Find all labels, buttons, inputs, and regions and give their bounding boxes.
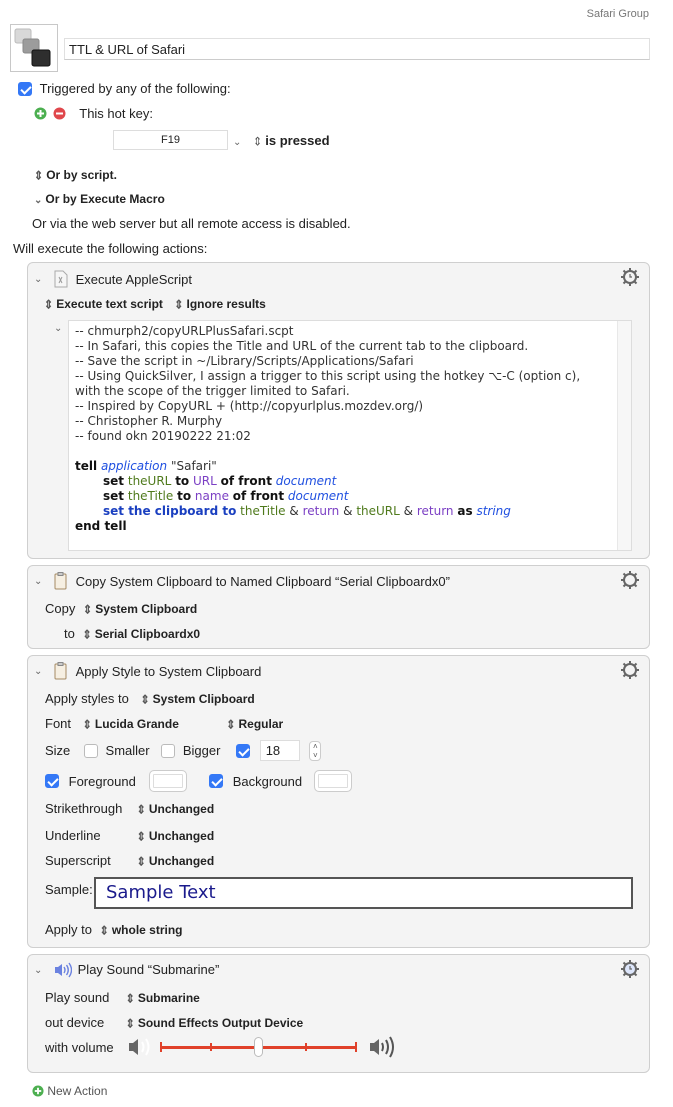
foreground-color-well[interactable] xyxy=(149,770,187,792)
hotkey-condition[interactable]: ⌄ ⇕ is pressed xyxy=(233,133,330,149)
chevron-down-icon[interactable]: ⌄ xyxy=(34,274,43,286)
size-checkbox[interactable] xyxy=(236,744,250,758)
action-title: Execute AppleScript xyxy=(75,271,192,287)
volume-slider[interactable] xyxy=(160,1039,357,1055)
add-icon xyxy=(32,1085,44,1097)
gear-icon[interactable] xyxy=(621,960,639,978)
underline-select[interactable]: ⇕ Unchanged xyxy=(136,829,215,844)
underline-row: Underline ⇕ Unchanged xyxy=(45,828,215,844)
sample-label: Sample: xyxy=(45,882,93,897)
action-play-sound xyxy=(27,954,650,1073)
volume-slider-thumb[interactable] xyxy=(254,1037,263,1057)
updown-icon: ⇕ xyxy=(44,298,54,312)
chevron-down-icon[interactable]: ⌄ xyxy=(34,576,43,588)
execute-mode-row xyxy=(44,297,266,311)
size-stepper[interactable]: ˄ ˅ xyxy=(309,741,321,761)
action-header[interactable] xyxy=(34,662,261,680)
updown-icon: ⇕ xyxy=(125,992,135,1006)
font-family-select[interactable]: ⇕ Lucida Grande xyxy=(82,717,179,732)
volume-label: with volume xyxy=(45,1040,114,1055)
copy-source-select[interactable]: ⇕ System Clipboard xyxy=(82,602,198,617)
clipboard-icon xyxy=(54,662,68,680)
hotkey-field[interactable] xyxy=(113,130,228,150)
hotkey-label: This hot key: xyxy=(79,106,153,122)
volume-high-icon xyxy=(369,1035,401,1059)
copy-source-row: Copy ⇕ System Clipboard xyxy=(45,601,198,617)
bigger-checkbox[interactable] xyxy=(161,744,175,758)
foreground-checkbox[interactable] xyxy=(45,774,59,788)
group-name: Safari Group xyxy=(586,8,649,20)
action-title: Apply Style to System Clipboard xyxy=(75,663,262,679)
action-execute-applescript xyxy=(27,262,650,559)
apply-to-select[interactable]: ⇕ whole string xyxy=(99,923,183,938)
updown-icon: ⇕ xyxy=(99,924,109,938)
color-row: Foreground Background xyxy=(45,770,352,792)
action-title: Play Sound “Submarine” xyxy=(77,962,220,978)
action-header[interactable] xyxy=(34,270,192,288)
execute-mode-select[interactable]: ⇕ Execute text script xyxy=(44,297,163,312)
font-style-select[interactable]: ⇕ Regular xyxy=(226,717,284,732)
hotkey-value: F19 xyxy=(161,134,180,146)
actions-label: Will execute the following actions: xyxy=(13,241,208,256)
clipboard-icon xyxy=(54,572,68,590)
updown-icon: ⇕ xyxy=(125,1017,135,1031)
or-by-execute-macro[interactable]: ⌄ Or by Execute Macro xyxy=(34,192,165,206)
size-row: Size Smaller Bigger 18 ˄ ˅ xyxy=(45,740,321,761)
macro-name-field[interactable] xyxy=(64,38,650,60)
copy-dest-select[interactable]: ⇕ Serial Clipboardx0 xyxy=(82,627,201,642)
triggered-row xyxy=(18,80,231,96)
gear-icon[interactable] xyxy=(621,268,639,286)
superscript-select[interactable]: ⇕ Unchanged xyxy=(136,854,215,869)
updown-icon: ⇕ xyxy=(34,169,44,183)
sound-select[interactable]: ⇕ Submarine xyxy=(125,991,200,1006)
updown-icon: ⇕ xyxy=(140,693,150,707)
updown-icon: ⇕ xyxy=(174,298,184,312)
script-scrollbar[interactable] xyxy=(617,321,631,550)
out-device-row: out device ⇕ Sound Effects Output Device xyxy=(45,1015,304,1031)
action-header[interactable] xyxy=(34,572,450,590)
or-by-script[interactable]: ⇕ Or by script. xyxy=(34,168,117,183)
background-checkbox[interactable] xyxy=(209,774,223,788)
web-server-note: Or via the web server but all remote access is disabled. xyxy=(32,216,351,231)
updown-icon: ⇕ xyxy=(82,628,92,642)
macro-icon-well[interactable] xyxy=(10,24,58,72)
gear-icon[interactable] xyxy=(621,571,639,589)
new-action-button[interactable]: New Action xyxy=(32,1083,107,1098)
script-collapse-icon[interactable]: ⌄ xyxy=(54,323,63,334)
play-sound-row: Play sound ⇕ Submarine xyxy=(45,990,200,1006)
script-editor[interactable]: -- chmurph2/copyURLPlusSafari.scpt -- In Safari, this copies the Title and URL of the current tab to the clipboard. -- Save the script in ~/Library/Scripts/Applications/Safari -- Using QuickSilver, I assign a trigger to this script using the hotkey ⌥-C (option c), with the scope of the trigger limited to Safari. -- Inspired by CopyURL + (http://copyurlplus.mozdev.org/) -- Christopher R. Murphy -- found okn 20190222 21:02 tell application "Safari" set theURL to URL of front document set theTitle to name of front document set the clipboard to theTitle & return & theURL & return as string end tell xyxy=(68,320,632,551)
copy-dest-row: to ⇕ Serial Clipboardx0 xyxy=(64,626,201,642)
chevron-down-icon: ⌄ xyxy=(34,195,43,206)
size-field[interactable]: 18 xyxy=(260,740,300,761)
action-title: Copy System Clipboard to Named Clipboard “Serial Clipboardx0” xyxy=(75,573,450,589)
results-mode-select[interactable]: ⇕ Ignore results xyxy=(174,297,266,312)
action-apply-style xyxy=(27,655,650,948)
applescript-icon xyxy=(54,270,68,288)
apply-styles-row: Apply styles to ⇕ System Clipboard xyxy=(45,691,255,707)
add-trigger-icon[interactable] xyxy=(34,107,47,120)
updown-icon: ⇕ xyxy=(226,718,236,732)
updown-icon: ⇕ xyxy=(82,718,92,732)
keyboard-keys-icon xyxy=(11,25,57,71)
gear-icon[interactable] xyxy=(621,661,639,679)
updown-icon: ⇕ xyxy=(136,855,146,869)
updown-icon: ⇕ xyxy=(136,830,146,844)
strikethrough-select[interactable]: ⇕ Unchanged xyxy=(136,802,215,817)
updown-icon: ⇕ xyxy=(253,135,263,149)
apply-to-row: Apply to ⇕ whole string xyxy=(45,922,183,938)
chevron-down-icon[interactable]: ⌄ xyxy=(34,666,43,678)
superscript-row: Superscript ⇕ Unchanged xyxy=(45,853,215,869)
updown-icon: ⇕ xyxy=(136,803,146,817)
chevron-down-icon[interactable]: ⌄ xyxy=(34,965,43,976)
hotkey-row xyxy=(34,105,153,121)
font-row: Font ⇕ Lucida Grande ⇕ Regular xyxy=(45,716,284,732)
strikethrough-row: Strikethrough ⇕ Unchanged xyxy=(45,801,215,817)
updown-icon: ⇕ xyxy=(82,603,93,617)
apply-styles-select[interactable]: ⇕ System Clipboard xyxy=(140,692,255,707)
volume-low-icon xyxy=(128,1035,156,1059)
remove-trigger-icon[interactable] xyxy=(53,107,66,120)
speaker-icon xyxy=(54,962,72,978)
out-device-select[interactable]: ⇕ Sound Effects Output Device xyxy=(125,1016,304,1031)
smaller-checkbox[interactable] xyxy=(84,744,98,758)
action-copy-clipboard xyxy=(27,565,650,649)
action-header[interactable] xyxy=(34,961,219,978)
chevron-down-icon[interactable]: ⌄ xyxy=(233,137,242,148)
sample-text-box: Sample Text xyxy=(94,877,633,909)
triggered-label: Triggered by any of the following: xyxy=(39,81,231,97)
triggers-enabled-checkbox[interactable] xyxy=(18,82,32,96)
background-color-well[interactable] xyxy=(314,770,352,792)
